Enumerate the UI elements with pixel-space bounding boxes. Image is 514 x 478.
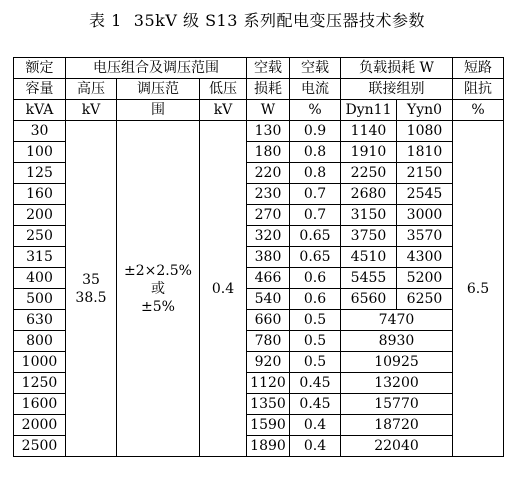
no-load-current-cell: 0.6: [290, 268, 341, 289]
no-load-current-cell: 0.9: [290, 121, 341, 142]
rated-capacity-cell: 400: [14, 268, 66, 289]
header-no-load-loss-2: 损耗: [247, 79, 290, 100]
rated-capacity-cell: 315: [14, 247, 66, 268]
load-loss-yyn0-cell: 2150: [397, 163, 453, 184]
rated-capacity-cell: 630: [14, 310, 66, 331]
no-load-loss-cell: 220: [247, 163, 290, 184]
rated-capacity-cell: 125: [14, 163, 66, 184]
no-load-loss-cell: 466: [247, 268, 290, 289]
no-load-loss-cell: 270: [247, 205, 290, 226]
header-row-1: [14, 58, 504, 79]
hv-value-1: 35: [82, 271, 100, 288]
spec-table: [13, 57, 504, 457]
no-load-loss-cell: 380: [247, 247, 290, 268]
no-load-current-cell: 0.8: [290, 142, 341, 163]
load-loss-yyn0-cell: 3000: [397, 205, 453, 226]
caption-text: 35kV 级 S13 系列配电变压器技术参数: [133, 11, 425, 30]
load-loss-dyn11-cell: 3750: [341, 226, 397, 247]
hv-value-2: 38.5: [75, 289, 107, 306]
header-load-loss: 负载损耗 W: [341, 58, 453, 79]
header-no-load-loss-1: 空载: [247, 58, 290, 79]
rated-capacity-cell: 2500: [14, 436, 66, 457]
no-load-current-cell: 0.4: [290, 436, 341, 457]
header-impedance-2: 阻抗: [453, 79, 504, 100]
load-loss-yyn0-cell: 1080: [397, 121, 453, 142]
rated-capacity-cell: 1600: [14, 394, 66, 415]
load-loss-merged-cell: 15770: [341, 394, 453, 415]
no-load-current-cell: 0.4: [290, 415, 341, 436]
no-load-loss-cell: 1590: [247, 415, 290, 436]
header-tap-2: 围: [117, 100, 200, 121]
header-hv-2: kV: [66, 100, 117, 121]
tap-value-2: 或: [151, 280, 165, 297]
rated-capacity-cell: 250: [14, 226, 66, 247]
header-lv-2: kV: [200, 100, 247, 121]
no-load-current-cell: 0.45: [290, 394, 341, 415]
tap-value-3: ±5%: [141, 298, 175, 315]
rated-capacity-cell: 1000: [14, 352, 66, 373]
load-loss-yyn0-cell: 5200: [397, 268, 453, 289]
header-dyn11: Dyn11: [341, 100, 397, 121]
no-load-loss-cell: 1890: [247, 436, 290, 457]
rated-capacity-cell: 100: [14, 142, 66, 163]
rated-capacity-cell: 30: [14, 121, 66, 142]
load-loss-merged-cell: 10925: [341, 352, 453, 373]
load-loss-merged-cell: 18720: [341, 415, 453, 436]
no-load-current-cell: 0.6: [290, 289, 341, 310]
header-no-load-current-1: 空载: [290, 58, 341, 79]
impedance-merged-cell: 6.5: [453, 121, 504, 457]
rated-capacity-cell: 160: [14, 184, 66, 205]
no-load-current-cell: 0.65: [290, 247, 341, 268]
load-loss-yyn0-cell: 6250: [397, 289, 453, 310]
rated-capacity-cell: 2000: [14, 415, 66, 436]
table-body: [14, 58, 504, 457]
load-loss-dyn11-cell: 2680: [341, 184, 397, 205]
no-load-loss-cell: 920: [247, 352, 290, 373]
no-load-loss-cell: 540: [247, 289, 290, 310]
header-row-3: [14, 100, 504, 121]
load-loss-dyn11-cell: 5455: [341, 268, 397, 289]
no-load-current-cell: 0.5: [290, 310, 341, 331]
caption-label: 表 1: [89, 11, 122, 30]
header-no-load-loss-3: W: [247, 100, 290, 121]
header-rated-capacity-1: 额定: [14, 58, 66, 79]
header-impedance-3: %: [453, 100, 504, 121]
header-hv-1: 高压: [66, 79, 117, 100]
table-caption: [0, 8, 514, 31]
no-load-current-cell: 0.8: [290, 163, 341, 184]
load-loss-dyn11-cell: 4510: [341, 247, 397, 268]
header-no-load-current-3: %: [290, 100, 341, 121]
no-load-loss-cell: 660: [247, 310, 290, 331]
load-loss-merged-cell: 7470: [341, 310, 453, 331]
load-loss-merged-cell: 13200: [341, 373, 453, 394]
no-load-loss-cell: 130: [247, 121, 290, 142]
header-impedance-1: 短路: [453, 58, 504, 79]
no-load-current-cell: 0.65: [290, 226, 341, 247]
load-loss-merged-cell: 22040: [341, 436, 453, 457]
no-load-current-cell: 0.7: [290, 184, 341, 205]
load-loss-merged-cell: 8930: [341, 331, 453, 352]
load-loss-dyn11-cell: 1910: [341, 142, 397, 163]
load-loss-yyn0-cell: 2545: [397, 184, 453, 205]
header-yyn0: Yyn0: [397, 100, 453, 121]
header-row-2: [14, 79, 504, 100]
no-load-current-cell: 0.5: [290, 352, 341, 373]
no-load-loss-cell: 1350: [247, 394, 290, 415]
load-loss-yyn0-cell: 4300: [397, 247, 453, 268]
load-loss-dyn11-cell: 3150: [341, 205, 397, 226]
no-load-loss-cell: 320: [247, 226, 290, 247]
no-load-loss-cell: 230: [247, 184, 290, 205]
header-connection: 联接组别: [341, 79, 453, 100]
header-rated-capacity-3: kVA: [14, 100, 66, 121]
tap-merged-cell: [117, 121, 200, 457]
no-load-current-cell: 0.7: [290, 205, 341, 226]
rated-capacity-cell: 800: [14, 331, 66, 352]
table-row: [14, 121, 504, 142]
header-tap-1: 调压范: [117, 79, 200, 100]
tap-value-1: ±2×2.5%: [124, 262, 192, 279]
no-load-loss-cell: 180: [247, 142, 290, 163]
header-rated-capacity-2: 容量: [14, 79, 66, 100]
load-loss-dyn11-cell: 1140: [341, 121, 397, 142]
load-loss-yyn0-cell: 1810: [397, 142, 453, 163]
load-loss-dyn11-cell: 2250: [341, 163, 397, 184]
hv-merged-cell: [66, 121, 117, 457]
load-loss-yyn0-cell: 3570: [397, 226, 453, 247]
header-no-load-current-2: 电流: [290, 79, 341, 100]
no-load-loss-cell: 1120: [247, 373, 290, 394]
header-lv-1: 低压: [200, 79, 247, 100]
load-loss-dyn11-cell: 6560: [341, 289, 397, 310]
lv-merged-cell: 0.4: [200, 121, 247, 457]
no-load-loss-cell: 780: [247, 331, 290, 352]
rated-capacity-cell: 1250: [14, 373, 66, 394]
no-load-current-cell: 0.5: [290, 331, 341, 352]
rated-capacity-cell: 200: [14, 205, 66, 226]
header-voltage-group: 电压组合及调压范围: [66, 58, 247, 79]
rated-capacity-cell: 500: [14, 289, 66, 310]
no-load-current-cell: 0.45: [290, 373, 341, 394]
